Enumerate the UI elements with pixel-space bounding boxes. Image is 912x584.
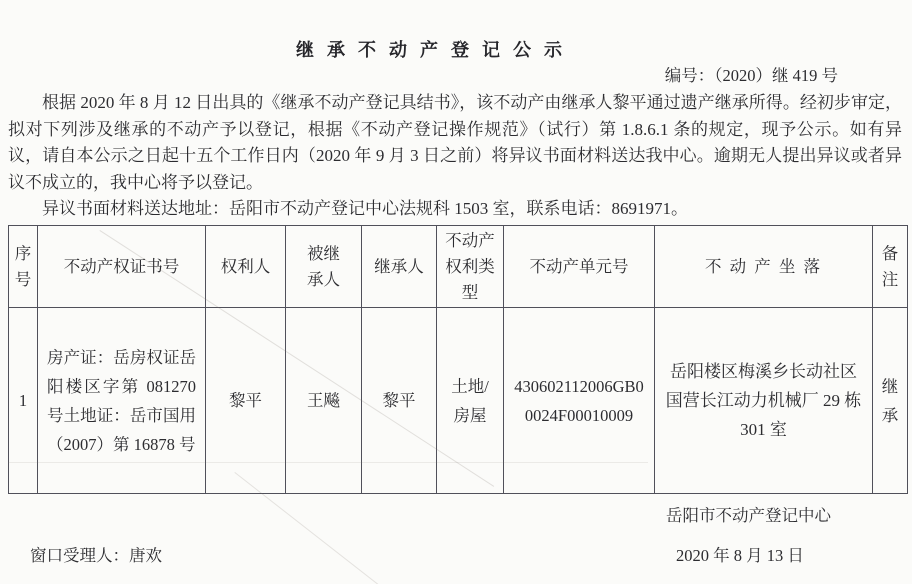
header-decedent-label: 被继承人 [307,243,340,289]
cell-heir: 黎平 [362,308,437,494]
cell-decedent: 王飚 [286,308,362,494]
cell-seq: 1 [9,308,38,494]
cell-right-holder: 黎平 [206,308,286,494]
objection-address-line: 异议书面材料送达地址：岳阳市不动产登记中心法规科 1503 室，联系电话：8691971。 [42,199,688,218]
notice-title: 继 承 不 动 产 登 记 公 示 [295,40,566,60]
cell-cert-no: 房产证：岳房权证岳阳楼区字第 081270 号土地证：岳市国用（2007）第 16878 号 [38,308,206,494]
cell-location: 岳阳楼区梅溪乡长动社区国营长江动力机械厂 29 栋 301 室 [655,308,873,494]
table-row [9,308,908,494]
issuer-name: 岳阳市不动产登记中心 [666,506,831,525]
table-header-row [9,226,908,308]
header-seq: 序号 [9,226,38,308]
issue-date: 2020 年 8 月 13 日 [676,546,804,565]
doc-number: 编号：（2020）继 419 号 [664,66,838,85]
header-remark: 备注 [873,226,908,308]
header-heir: 继承人 [362,226,437,308]
notice-main-paragraph: 根据 2020 年 8 月 12 日出具的《继承不动产登记具结书》，该不动产由继承人黎平通过遗产继承所得。经初步审定，拟对下列涉及继承的不动产予以登记，根据《不动产登记操作规范》（试行）第 1.8.6.1 条的规定，现予公示。如有异议，请自本公示之日起十五个工作日内（2020 年 9 月 3 日之前）将异议书面材料送达我中心。逾期无人提出异议或者异议不成立的，我中心将予以登记。 [8,93,902,192]
notice-body [8,90,902,223]
property-registration-table [8,225,908,494]
cell-remark: 继承 [873,308,908,494]
cell-unit-no: 430602112006GB00024F00010009 [504,308,655,494]
header-right-holder: 权利人 [206,226,286,308]
header-cert-no: 不动产权证书号 [38,226,206,308]
header-location: 不 动 产 坐 落 [655,226,873,308]
cell-right-type: 土地/房屋 [437,308,504,494]
header-right-type: 不动产权利类型 [437,226,504,308]
header-decedent [286,226,362,308]
header-unit-no: 不动产单元号 [504,226,655,308]
window-acceptor: 窗口受理人：唐欢 [30,546,162,565]
